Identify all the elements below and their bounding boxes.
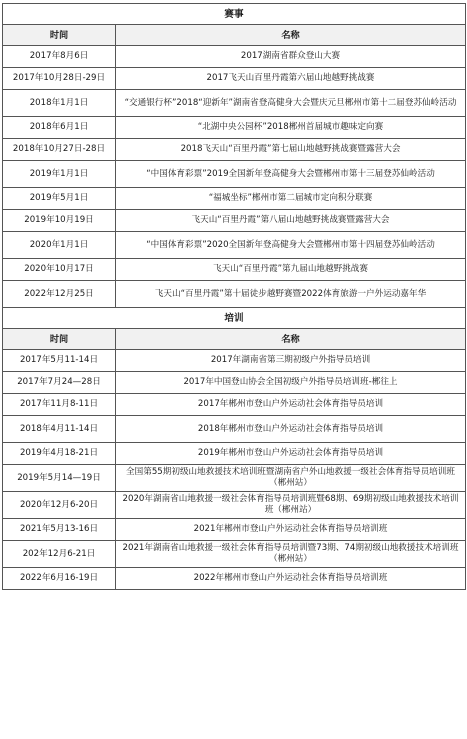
cell-name: “北湖中央公园杯”2018郴州首届城市趣味定向赛 bbox=[116, 117, 466, 139]
table-row bbox=[3, 492, 466, 519]
table-row bbox=[3, 46, 466, 68]
cell-name: 2017年郴州市登山户外运动社会体育指导员培训 bbox=[116, 394, 466, 416]
cell-name: 2022年郴州市登山户外运动社会体育指导员培训班 bbox=[116, 568, 466, 590]
table-row bbox=[3, 519, 466, 541]
section-title-row-training bbox=[3, 308, 466, 329]
cell-name: “福城坐标”郴州市第二届城市定向积分联赛 bbox=[116, 188, 466, 210]
cell-time: 2021年5月13-16日 bbox=[3, 519, 116, 541]
table-row bbox=[3, 161, 466, 188]
cell-time: 2017年11月8-11日 bbox=[3, 394, 116, 416]
section-title-row-competitions bbox=[3, 4, 466, 25]
cell-name: 2017年湖南省第三期初级户外指导员培训 bbox=[116, 350, 466, 372]
table-row bbox=[3, 188, 466, 210]
cell-time: 2019年5月1日 bbox=[3, 188, 116, 210]
cell-time: 2019年10月19日 bbox=[3, 210, 116, 232]
cell-name: 飞天山“百里丹霞”第九届山地越野挑战赛 bbox=[116, 259, 466, 281]
cell-time: 2017年7月24—28日 bbox=[3, 372, 116, 394]
table-row bbox=[3, 259, 466, 281]
cell-name: 2018年郴州市登山户外运动社会体育指导员培训 bbox=[116, 416, 466, 443]
table-row bbox=[3, 416, 466, 443]
table-row bbox=[3, 465, 466, 492]
cell-name: 2021年湖南省山地救援一级社会体育指导员培训暨73期、74期初级山地救援技术培训班（郴州站） bbox=[116, 541, 466, 568]
header-row-competitions bbox=[3, 25, 466, 46]
column-header-time: 时间 bbox=[3, 329, 116, 350]
cell-time: 2017年8月6日 bbox=[3, 46, 116, 68]
cell-time: 2022年12月25日 bbox=[3, 281, 116, 308]
cell-name: 飞天山“百里丹霞”第八届山地越野挑战赛暨露营大会 bbox=[116, 210, 466, 232]
cell-name: 2018飞天山“百里丹霞”第七届山地越野挑战赛暨露营大会 bbox=[116, 139, 466, 161]
table-row bbox=[3, 281, 466, 308]
cell-time: 2017年5月11-14日 bbox=[3, 350, 116, 372]
table-row bbox=[3, 568, 466, 590]
cell-name: “交通银行杯”2018“迎新年”湖南省登高健身大会暨庆元旦郴州市第十二届登苏仙岭活动 bbox=[116, 90, 466, 117]
table-row bbox=[3, 90, 466, 117]
cell-name: “中国体育彩票”2020全国新年登高健身大会暨郴州市第十四届登苏仙岭活动 bbox=[116, 232, 466, 259]
cell-time: 202年12月6-21日 bbox=[3, 541, 116, 568]
cell-name: 2017年中国登山协会全国初级户外指导员培训班-郴往上 bbox=[116, 372, 466, 394]
cell-time: 2019年5月14—19日 bbox=[3, 465, 116, 492]
header-row-training bbox=[3, 329, 466, 350]
table-row bbox=[3, 372, 466, 394]
section-title-competitions: 赛事 bbox=[3, 4, 466, 25]
column-header-name: 名称 bbox=[116, 25, 466, 46]
activity-table bbox=[2, 3, 466, 590]
table-row bbox=[3, 210, 466, 232]
table-row bbox=[3, 443, 466, 465]
table-row bbox=[3, 541, 466, 568]
cell-time: 2020年12月6-20日 bbox=[3, 492, 116, 519]
cell-time: 2018年10月27日-28日 bbox=[3, 139, 116, 161]
cell-time: 2019年4月18-21日 bbox=[3, 443, 116, 465]
cell-time: 2018年4月11-14日 bbox=[3, 416, 116, 443]
cell-time: 2020年10月17日 bbox=[3, 259, 116, 281]
cell-name: 全国第55期初级山地救援技术培训班暨湖南省户外山地救援一级社会体育指导员培训班（郴州站） bbox=[116, 465, 466, 492]
cell-name: 2019年郴州市登山户外运动社会体育指导员培训 bbox=[116, 443, 466, 465]
cell-time: 2018年1月1日 bbox=[3, 90, 116, 117]
cell-time: 2019年1月1日 bbox=[3, 161, 116, 188]
section-title-training: 培训 bbox=[3, 308, 466, 329]
table-row bbox=[3, 68, 466, 90]
cell-name: 2020年湖南省山地救援一级社会体育指导员培训班暨68期、69期初级山地救援技术培训班（郴州站） bbox=[116, 492, 466, 519]
column-header-time: 时间 bbox=[3, 25, 116, 46]
table-row bbox=[3, 117, 466, 139]
column-header-name: 名称 bbox=[116, 329, 466, 350]
cell-name: 2021年郴州市登山户外运动社会体育指导员培训班 bbox=[116, 519, 466, 541]
cell-name: “中国体育彩票”2019全国新年登高健身大会暨郴州市第十三届登苏仙岭活动 bbox=[116, 161, 466, 188]
cell-name: 2017飞天山百里丹霞第六届山地越野挑战赛 bbox=[116, 68, 466, 90]
cell-name: 飞天山“百里丹霞”第十届徒步越野赛暨2022体育旅游一户外运动嘉年华 bbox=[116, 281, 466, 308]
cell-time: 2017年10月28日-29日 bbox=[3, 68, 116, 90]
cell-time: 2022年6月16-19日 bbox=[3, 568, 116, 590]
cell-name: 2017湖南省群众登山大赛 bbox=[116, 46, 466, 68]
table-row bbox=[3, 139, 466, 161]
table-row bbox=[3, 350, 466, 372]
table-row bbox=[3, 394, 466, 416]
cell-time: 2018年6月1日 bbox=[3, 117, 116, 139]
cell-time: 2020年1月1日 bbox=[3, 232, 116, 259]
table-row bbox=[3, 232, 466, 259]
activity-table-container bbox=[2, 3, 465, 590]
activity-table-body bbox=[3, 4, 466, 590]
